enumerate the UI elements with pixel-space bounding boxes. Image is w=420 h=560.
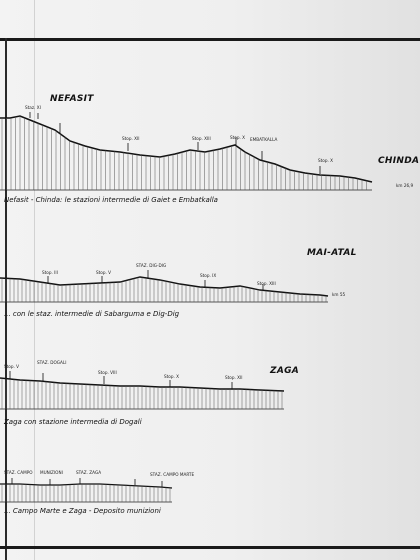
- distance-note: km 55: [332, 292, 346, 297]
- distance-note: km 26,9: [396, 183, 414, 188]
- stop-label: STAZ. ZAGA: [76, 470, 102, 475]
- profile-campo-marte-zaga: [0, 484, 172, 502]
- terminal-zaga: ZAGA: [270, 366, 300, 376]
- stop-label: Staz. XI: [25, 105, 41, 110]
- profile-caption: ... con le staz. intermedie di Sabarguma e Dig-Dig: [4, 310, 180, 318]
- stop-label: STAZ. DOGALI: [37, 360, 67, 365]
- stop-label: EMBATKALLA: [250, 137, 278, 142]
- profile-mai-atal: [0, 277, 328, 302]
- stop-label: Stop. III: [42, 270, 58, 275]
- station-markers: [10, 112, 320, 487]
- stop-label: Stop. V: [4, 364, 20, 369]
- terminal-mai-atal: MAI-ATAL: [307, 248, 357, 258]
- profile-nefasit-chinda: [0, 116, 372, 190]
- stop-label: Stop. XIII: [192, 136, 211, 141]
- stop-label: Stop. V: [96, 270, 112, 275]
- stop-label: Stop. VIII: [98, 370, 117, 375]
- stop-label: Stop. IX: [200, 273, 217, 278]
- profile-caption: Zaga con stazione intermedia di Dogali: [4, 418, 142, 426]
- profile-zaga: [0, 378, 284, 409]
- stop-label: Stop. X: [230, 135, 246, 140]
- stop-label: MUNIZIONI: [40, 470, 63, 475]
- terminal-chinda: CHINDA: [378, 156, 420, 166]
- profile-caption: Nefasit - Chinda: le stazioni intermedie di Gaiet e Embatkalla: [4, 196, 218, 204]
- stop-label: Stop. XIII: [257, 281, 276, 286]
- stop-label: Stop. X: [164, 374, 180, 379]
- stop-label: Stop. XII: [122, 136, 140, 141]
- stop-label: STAZ. DIG-DIG: [136, 263, 167, 268]
- terminal-nefasit: NEFASIT: [50, 94, 94, 104]
- profile-caption: ... Campo Marte e Zaga - Deposito munizioni: [4, 507, 161, 515]
- stop-label: STAZ. CAMPO: [4, 470, 33, 475]
- stop-label: STAZ. CAMPO MARTE: [150, 472, 195, 477]
- stop-label: Stop. XII: [225, 375, 243, 380]
- stop-label: Stop. X: [318, 158, 334, 163]
